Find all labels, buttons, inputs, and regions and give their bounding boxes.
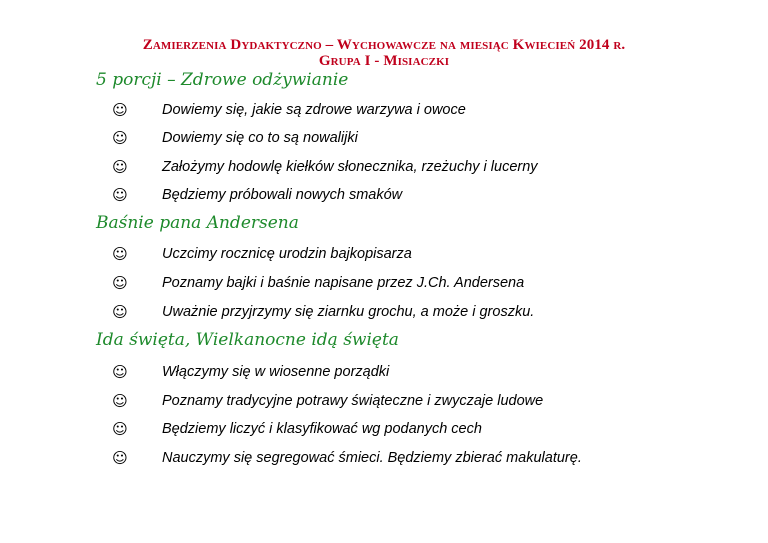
- smiley-icon: ☺: [112, 186, 128, 204]
- smiley-icon: ☺: [112, 129, 128, 147]
- list-item: [112, 391, 544, 411]
- list-item: [112, 362, 390, 382]
- list-item-text: Będziemy liczyć i klasyfikować wg podanych cech: [162, 421, 482, 437]
- list-item: [112, 448, 582, 468]
- list-item-text: Dowiemy się, jakie są zdrowe warzywa i owoce: [162, 102, 466, 118]
- list-item-text: Poznamy tradycyjne potrawy świąteczne i zwyczaje ludowe: [162, 393, 544, 409]
- section-title-healthy-eating: 5 porcji – Zdrowe odżywianie: [96, 70, 349, 90]
- smiley-icon: ☺: [112, 449, 128, 467]
- smiley-icon: ☺: [112, 101, 128, 119]
- smiley-icon: ☺: [112, 363, 128, 381]
- list-item-text: Będziemy próbowali nowych smaków: [162, 187, 403, 203]
- list-item-text: Uważnie przyjrzymy się ziarnku grochu, a może i groszku.: [162, 304, 535, 320]
- list-item-text: Nauczymy się segregować śmieci. Będziemy zbierać makulaturę.: [162, 450, 582, 466]
- list-item: [112, 157, 538, 177]
- section-title-andersen: Baśnie pana Andersena: [96, 213, 299, 233]
- list-item: [112, 100, 466, 120]
- list-item: [112, 419, 482, 439]
- smiley-icon: ☺: [112, 245, 128, 263]
- list-item: [112, 128, 358, 148]
- list-item: [112, 302, 535, 322]
- list-item: [112, 185, 403, 205]
- list-item-text: Włączymy się w wiosenne porządki: [162, 364, 390, 380]
- smiley-icon: ☺: [112, 303, 128, 321]
- list-item-text: Uczcimy rocznicę urodzin bajkopisarza: [162, 246, 412, 262]
- section-title-easter: Ida święta, Wielkanocne idą święta: [96, 330, 399, 350]
- list-item-text: Dowiemy się co to są nowalijki: [162, 130, 358, 146]
- smiley-icon: ☺: [112, 274, 128, 292]
- smiley-icon: ☺: [112, 392, 128, 410]
- smiley-icon: ☺: [112, 158, 128, 176]
- list-item: [112, 273, 525, 293]
- list-item: [112, 244, 412, 264]
- group-name: Grupa I - Misiaczki: [318, 53, 450, 69]
- document-title: Zamierzenia Dydaktyczno – Wychowawcze na miesiąc Kwiecień 2014 r.: [142, 37, 626, 53]
- list-item-text: Poznamy bajki i baśnie napisane przez J.Ch. Andersena: [162, 275, 525, 291]
- smiley-icon: ☺: [112, 420, 128, 438]
- list-item-text: Założymy hodowlę kiełków słonecznika, rzeżuchy i lucerny: [162, 159, 538, 175]
